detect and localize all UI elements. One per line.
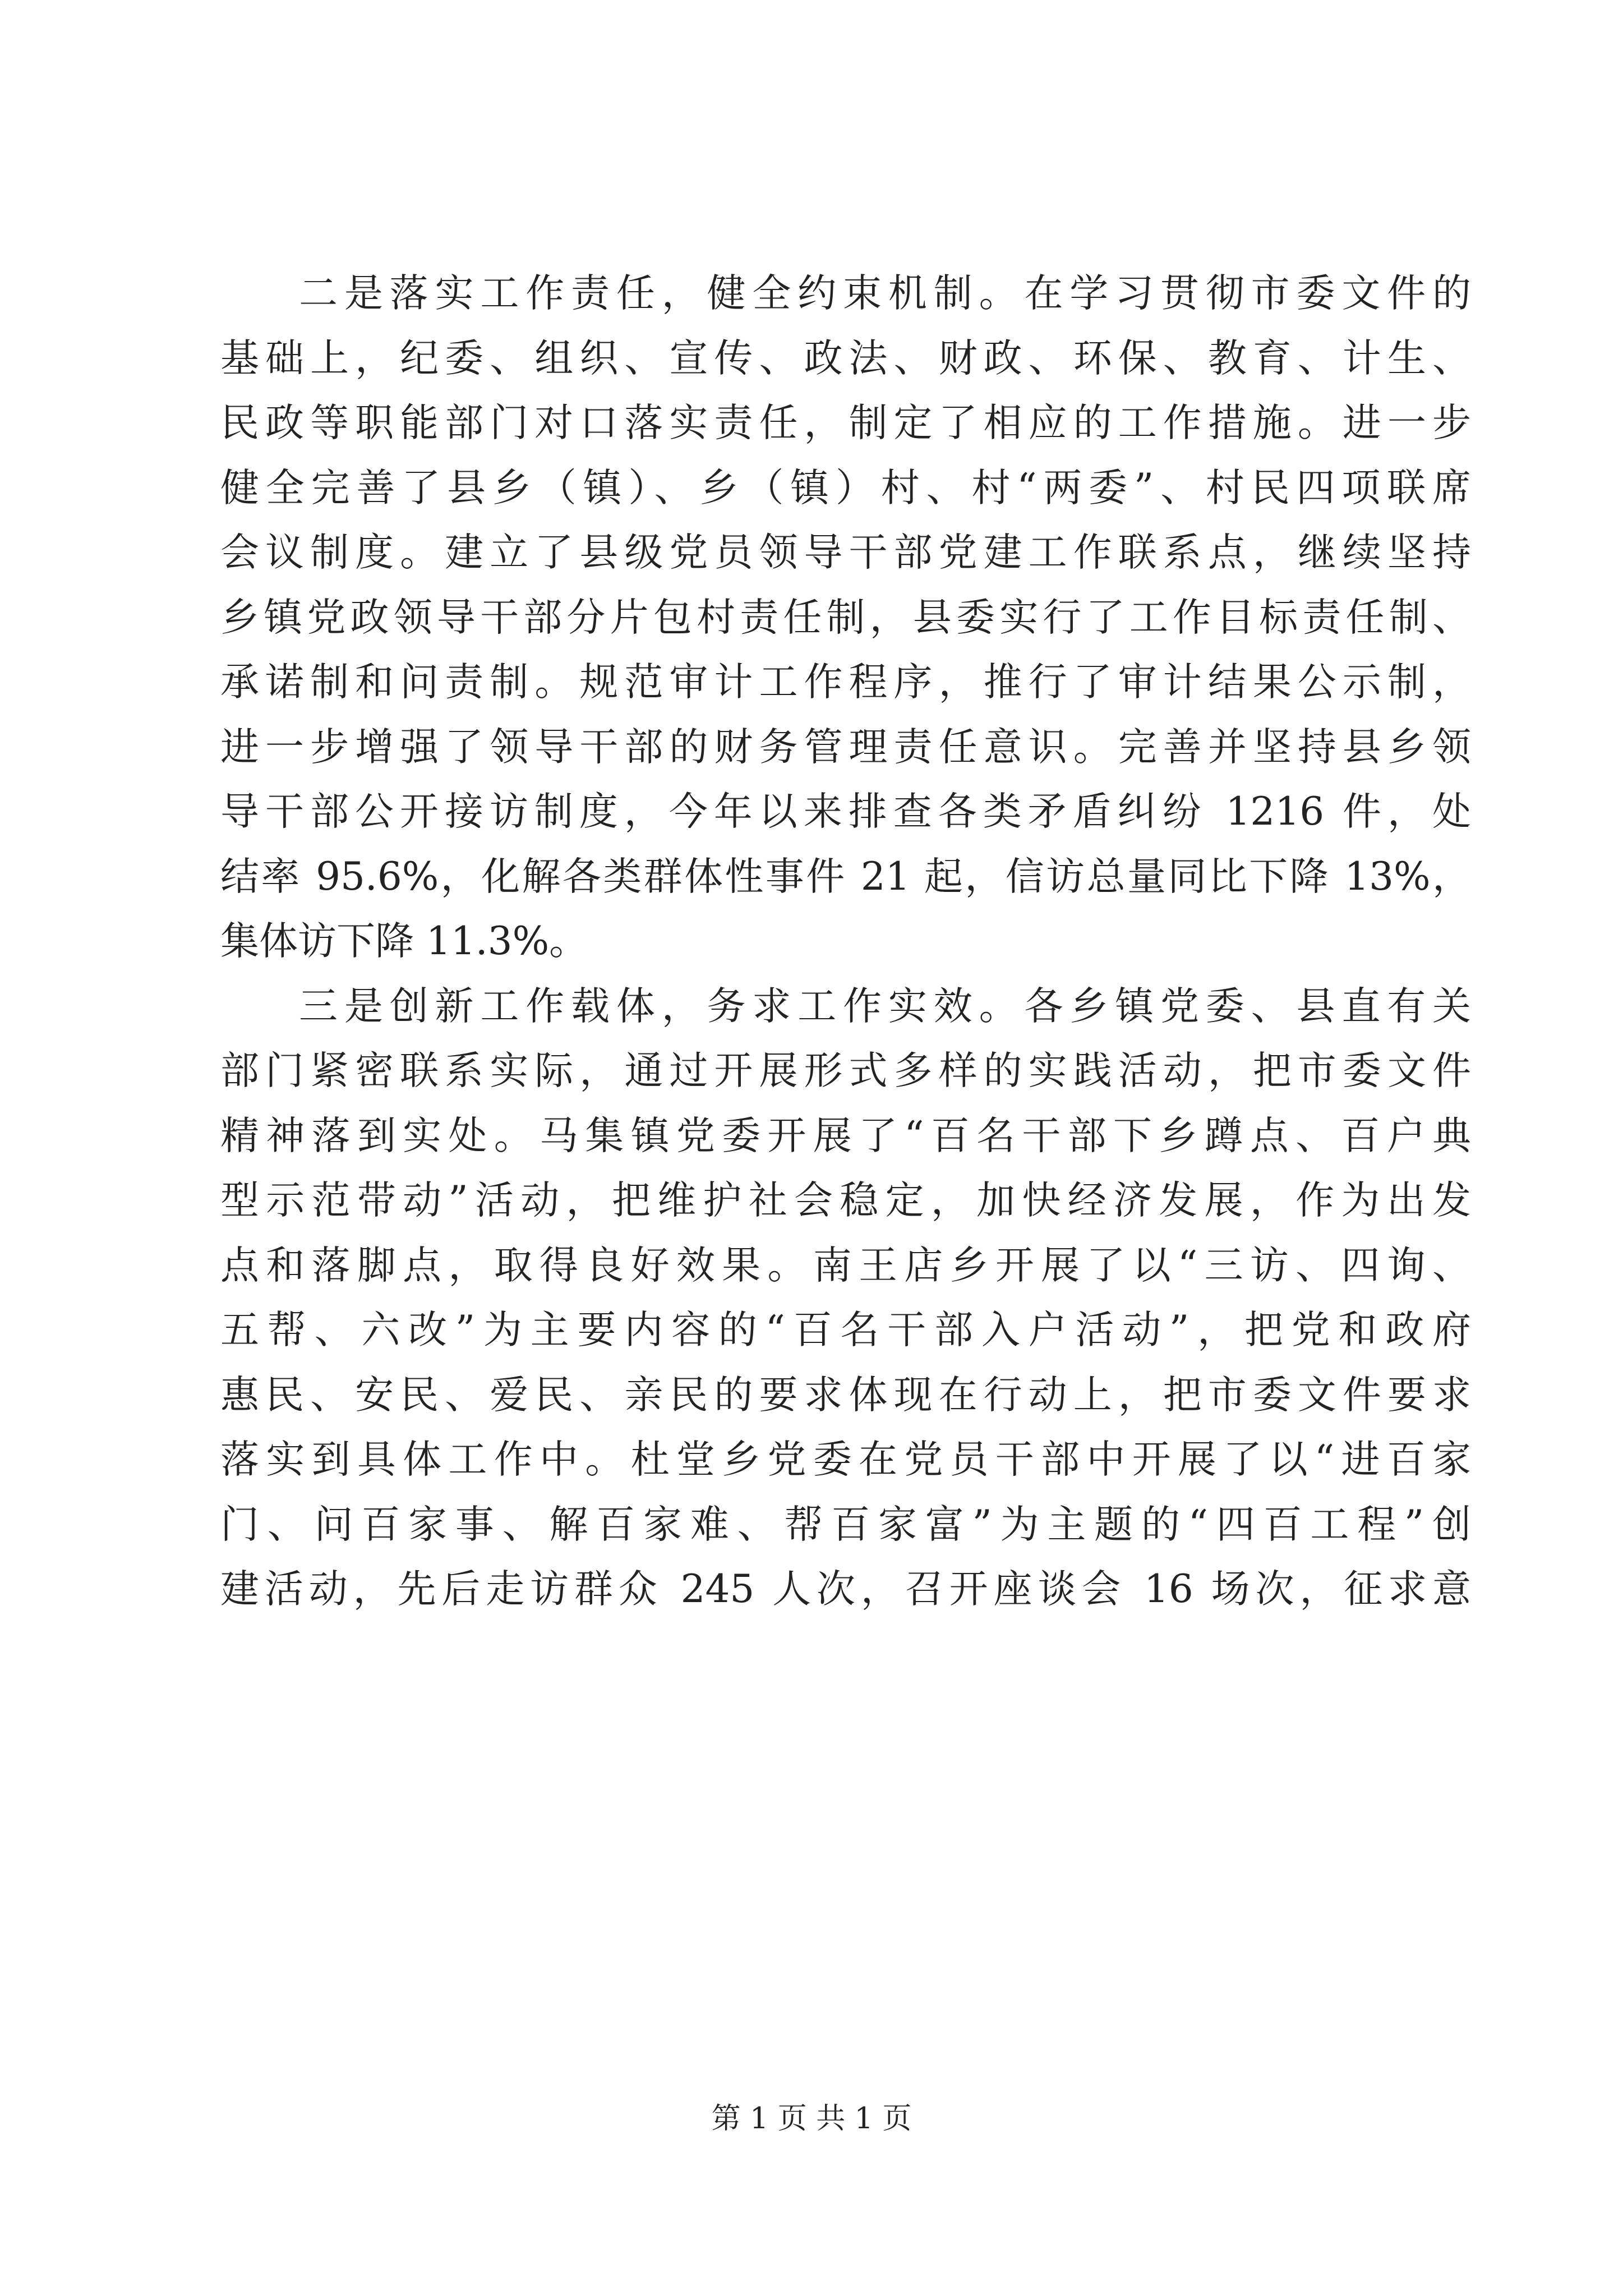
paragraph-line: 会议制度。建立了县级党员领导干部党建工作联系点，继续坚持 <box>220 530 1471 575</box>
paragraph-line: 乡镇党政领导干部分片包村责任制，县委实行了工作目标责任制、 <box>220 595 1471 640</box>
paragraph-line: 落实到具体工作中。杜堂乡党委在党员干部中开展了以“进百家 <box>220 1437 1471 1482</box>
paragraph-line: 五帮、六改”为主要内容的“百名干部入户活动”，把党和政府 <box>220 1308 1471 1352</box>
paragraph-1 <box>220 261 1471 974</box>
paragraph-line: 基础上，纪委、组织、宣传、政法、财政、环保、教育、计生、 <box>220 335 1471 381</box>
paragraph-line: 三是创新工作载体，务求工作实效。各乡镇党委、县直有关 <box>299 983 1471 1029</box>
paragraph-line: 精神落到实处。马集镇党委开展了“百名干部下乡蹲点、百户典 <box>220 1113 1471 1158</box>
paragraph-line: 集体访下降 11.3%。 <box>220 919 588 964</box>
paragraph-line: 建活动，先后走访群众 245 人次，召开座谈会 16 场次，征求意 <box>220 1567 1471 1612</box>
paragraph-line: 惠民、安民、爱民、亲民的要求体现在行动上，把市委文件要求 <box>220 1372 1471 1418</box>
paragraph-line: 门、问百家事、解百家难、帮百家富”为主题的“四百工程”创 <box>220 1502 1471 1547</box>
paragraph-line: 部门紧密联系实际，通过开展形式多样的实践活动，把市委文件 <box>220 1048 1471 1093</box>
paragraph-line: 结率 95.6%，化解各类群体性事件 21 起，信访总量同比下降 13%， <box>220 854 1471 899</box>
paragraph-2 <box>220 974 1471 1622</box>
paragraph-line: 二是落实工作责任，健全约束机制。在学习贯彻市委文件的 <box>299 271 1471 316</box>
page-footer: 第 1 页 共 1 页 <box>711 2102 912 2136</box>
paragraph-line: 进一步增强了领导干部的财务管理责任意识。完善并坚持县乡领 <box>220 724 1471 770</box>
paragraph-line: 健全完善了县乡（镇）、乡（镇）村、村“两委”、村民四项联席 <box>220 465 1471 510</box>
document-body <box>220 261 1471 1622</box>
paragraph-line: 型示范带动”活动，把维护社会稳定，加快经济发展，作为出发 <box>220 1178 1471 1223</box>
paragraph-line: 导干部公开接访制度，今年以来排查各类矛盾纠纷 1216 件，处 <box>220 789 1471 834</box>
paragraph-line: 民政等职能部门对口落实责任，制定了相应的工作措施。进一步 <box>220 401 1471 445</box>
paragraph-line: 点和落脚点，取得良好效果。南王店乡开展了以“三访、四询、 <box>220 1243 1471 1288</box>
paragraph-line: 承诺制和问责制。规范审计工作程序，推行了审计结果公示制， <box>220 660 1471 705</box>
